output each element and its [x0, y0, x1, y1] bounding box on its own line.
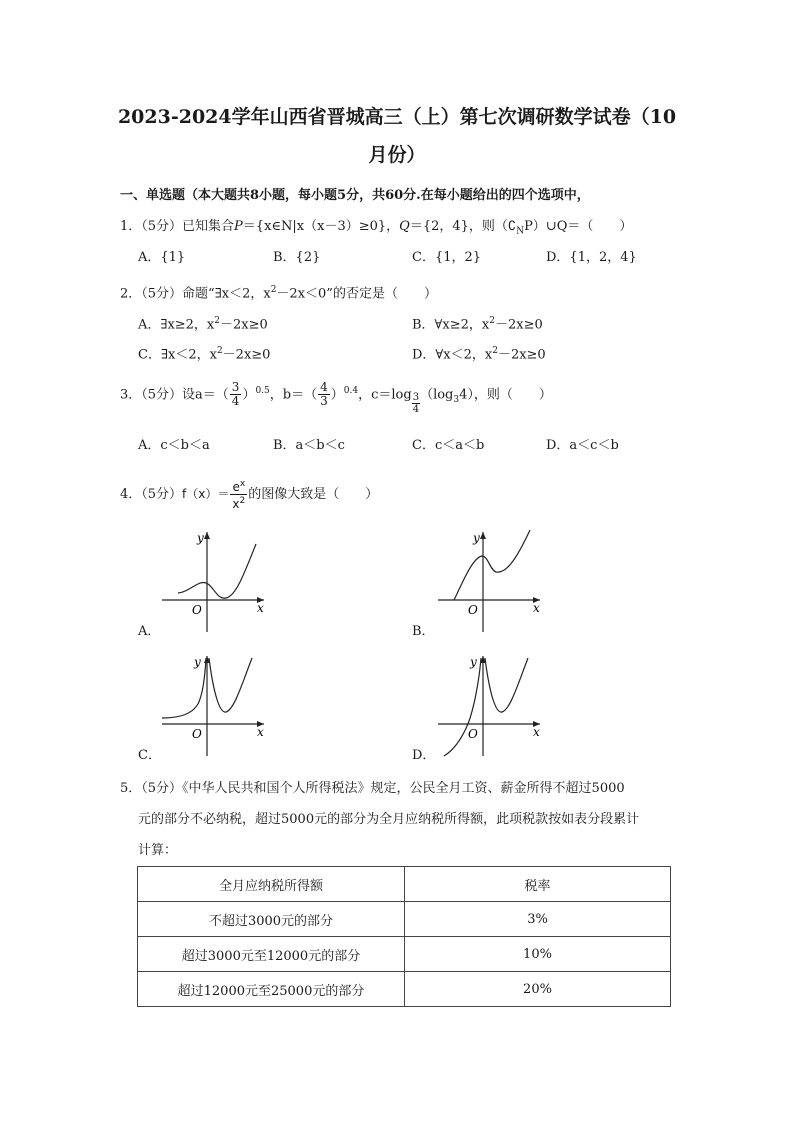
q3-text-c: ，c＝log: [358, 387, 412, 403]
graph-c-origin: O: [192, 727, 202, 741]
graph-b-y-arrow: [480, 532, 486, 539]
q4-frac-num: [230, 478, 247, 495]
question-1-stem: [120, 217, 632, 242]
q3-log-base-den: 4: [412, 404, 420, 416]
q3-frac-2-den: 3: [320, 394, 328, 409]
q3-exp-2: 0.4: [343, 386, 359, 396]
graph-c-curve-right: [209, 658, 252, 712]
q3-frac-1: [230, 381, 242, 408]
table-row: [138, 972, 671, 1007]
table-cell-income: 不超过3000元的部分: [138, 902, 405, 937]
table-cell-rate: 10%: [405, 937, 671, 972]
q4-text-b: 的图像大致是（ ）: [248, 487, 379, 502]
table-row: [138, 902, 671, 937]
q3-frac-2: [318, 381, 330, 408]
q2-option-a-text: A．∃x≥2，x: [138, 317, 215, 333]
q2-option-b-text: B．∀x≥2，x: [412, 317, 490, 333]
graph-a-y-label: y: [197, 531, 204, 545]
graph-a-curve: [178, 544, 256, 598]
q1-text-num: 1．（5分）已知集合: [120, 219, 235, 234]
q2-option-a[interactable]: [138, 311, 268, 335]
exam-title: [60, 98, 734, 174]
q3-text-d: （log: [420, 387, 454, 403]
q1-option-a[interactable]: A．{1}: [138, 250, 186, 265]
graph-a-x-label: x: [257, 601, 264, 615]
q4-graph-d[interactable]: [436, 652, 546, 762]
q2-option-c-sup: 2: [216, 346, 223, 356]
q3-frac-1-num: 3: [231, 380, 240, 395]
graph-c-x-label: x: [257, 725, 264, 739]
q2-text-b: －2x＜0”的否定是（ ）: [276, 286, 437, 302]
question-5-line-3: 计算：: [138, 843, 178, 858]
q1-option-d[interactable]: D．{1，2，4}: [546, 250, 637, 265]
q3-text-a: 3．（5分）设a＝（: [120, 387, 229, 403]
q1-text-e: P）∪Q＝（ ）: [524, 219, 633, 234]
q2-option-c-tail: －2x≥0: [222, 347, 271, 363]
q3-option-c[interactable]: C．c＜a＜b: [412, 438, 485, 453]
graph-d-curve-right: [485, 658, 528, 712]
graph-b-x-label: x: [533, 601, 540, 615]
graph-d-y-label: y: [470, 655, 477, 669]
q1-option-b[interactable]: B．{2}: [273, 250, 321, 265]
q4-text-a: 4．（5分）: [120, 487, 183, 502]
q3-log-base: [412, 392, 420, 415]
graph-a-y-arrow: [204, 532, 210, 539]
table-cell-rate: 3%: [405, 902, 671, 937]
q1-var-q: Q: [399, 219, 410, 234]
q2-option-d[interactable]: [412, 341, 546, 365]
q2-option-d-tail: －2x≥0: [497, 347, 546, 363]
q2-option-b-tail: －2x≥0: [494, 317, 543, 333]
table-header-row: [138, 867, 671, 902]
graph-d-x-label: x: [533, 725, 540, 739]
q3-text-b: ，b＝（: [269, 387, 318, 403]
graph-b-y-label: y: [473, 531, 480, 545]
q4-option-c[interactable]: C．: [138, 748, 161, 763]
section-heading: 一、单选题（本大题共8小题，每小题5分，共60分.在每小题给出的四个选项中，: [120, 188, 590, 203]
q4-graph-c[interactable]: [160, 652, 270, 762]
table-row: [138, 937, 671, 972]
graph-b-origin: O: [468, 603, 478, 617]
question-5-line-1: 5．（5分）《中华人民共和国个人所得税法》规定，公民全月工资、薪金所得不超过5000: [120, 781, 625, 796]
q4-num-sup: x: [239, 479, 246, 489]
q4-den: x: [232, 497, 240, 511]
q2-sup: 2: [270, 285, 277, 295]
q2-option-c-text: C．∃x＜2，x: [138, 347, 217, 363]
q1-text-b: ＝{x∈N|x（x－3）≥0}，: [242, 219, 400, 234]
table-cell-income: 超过3000元至12000元的部分: [138, 937, 405, 972]
title-line-1: 2023-2024学年山西省晋城高三（上）第七次调研数学试卷（10: [117, 106, 677, 128]
q4-option-d[interactable]: D．: [412, 748, 436, 763]
tax-rate-table: [137, 866, 671, 1007]
q3-exp-1: 0.5: [255, 386, 270, 396]
graph-d-origin: O: [468, 727, 478, 741]
graph-a-origin: O: [192, 603, 202, 617]
q2-option-b[interactable]: [412, 311, 543, 335]
table-cell-income: 超过12000元至25000元的部分: [138, 972, 405, 1007]
question-2-stem: [120, 280, 437, 304]
q4-graph-b[interactable]: [436, 528, 546, 638]
q3-option-a[interactable]: A．c＜b＜a: [138, 438, 210, 453]
q3-frac-2-num: 4: [320, 380, 328, 395]
q3-frac-1-den: 4: [231, 394, 240, 409]
q2-option-b-sup: 2: [489, 316, 495, 326]
q1-option-c[interactable]: C．{1，2}: [412, 250, 482, 265]
graph-d-curve-left: [444, 658, 481, 756]
question-5-line-2: 元的部分不必纳税，超过5000元的部分为全月应纳税所得额，此项税款按如表分段累计: [138, 812, 640, 827]
graph-c-y-label: y: [194, 655, 201, 669]
q4-graph-a[interactable]: [160, 528, 270, 638]
q1-var-p: P: [234, 219, 243, 234]
q4-fx: f（x）＝: [182, 487, 230, 501]
title-line-2: 月份）: [368, 144, 426, 166]
q3-text-e: 4），则（ ）: [459, 387, 552, 403]
q4-option-a[interactable]: A．: [138, 624, 161, 639]
q4-num: e: [232, 480, 240, 494]
table-header-rate: 税率: [405, 867, 671, 902]
q2-option-c[interactable]: [138, 341, 270, 365]
question-4-stem: [120, 478, 378, 511]
q3-option-b[interactable]: B．a＜b＜c: [273, 438, 345, 453]
table-cell-rate: 20%: [405, 972, 671, 1007]
q2-option-d-sup: 2: [492, 346, 498, 356]
table-header-income: 全月应纳税所得额: [138, 867, 405, 902]
q2-text-a: 2．（5分）命题“∃x＜2，x: [120, 286, 271, 302]
q2-option-d-text: D．∀x＜2，x: [412, 347, 493, 363]
q4-frac: [230, 478, 247, 511]
graph-b-curve: [454, 530, 530, 600]
q1-text-d: ＝{2，4}，则（∁: [409, 219, 517, 234]
question-3-stem: 3．（5分）设a＝（ $\frac{3}{4}$ ）$^{0.5}$，b＝（ $\frac{4}{3}$ ）$^{0.4}$，c＝log $\frac{3}{4}(\log_34)$，则（ ）: [120, 380, 552, 416]
q2-option-a-sup: 2: [214, 316, 221, 326]
q4-den-sup: 2: [239, 496, 246, 506]
q4-frac-den: [230, 495, 247, 511]
q3-option-d[interactable]: D．a＜c＜b: [546, 438, 619, 453]
q2-option-a-tail: －2x≥0: [220, 317, 268, 333]
q3-log-base-num: 3: [412, 392, 420, 404]
q3-log3-sub: 3: [453, 394, 460, 405]
q4-option-b[interactable]: B．: [412, 624, 435, 639]
q1-sub-n: N: [516, 226, 525, 237]
